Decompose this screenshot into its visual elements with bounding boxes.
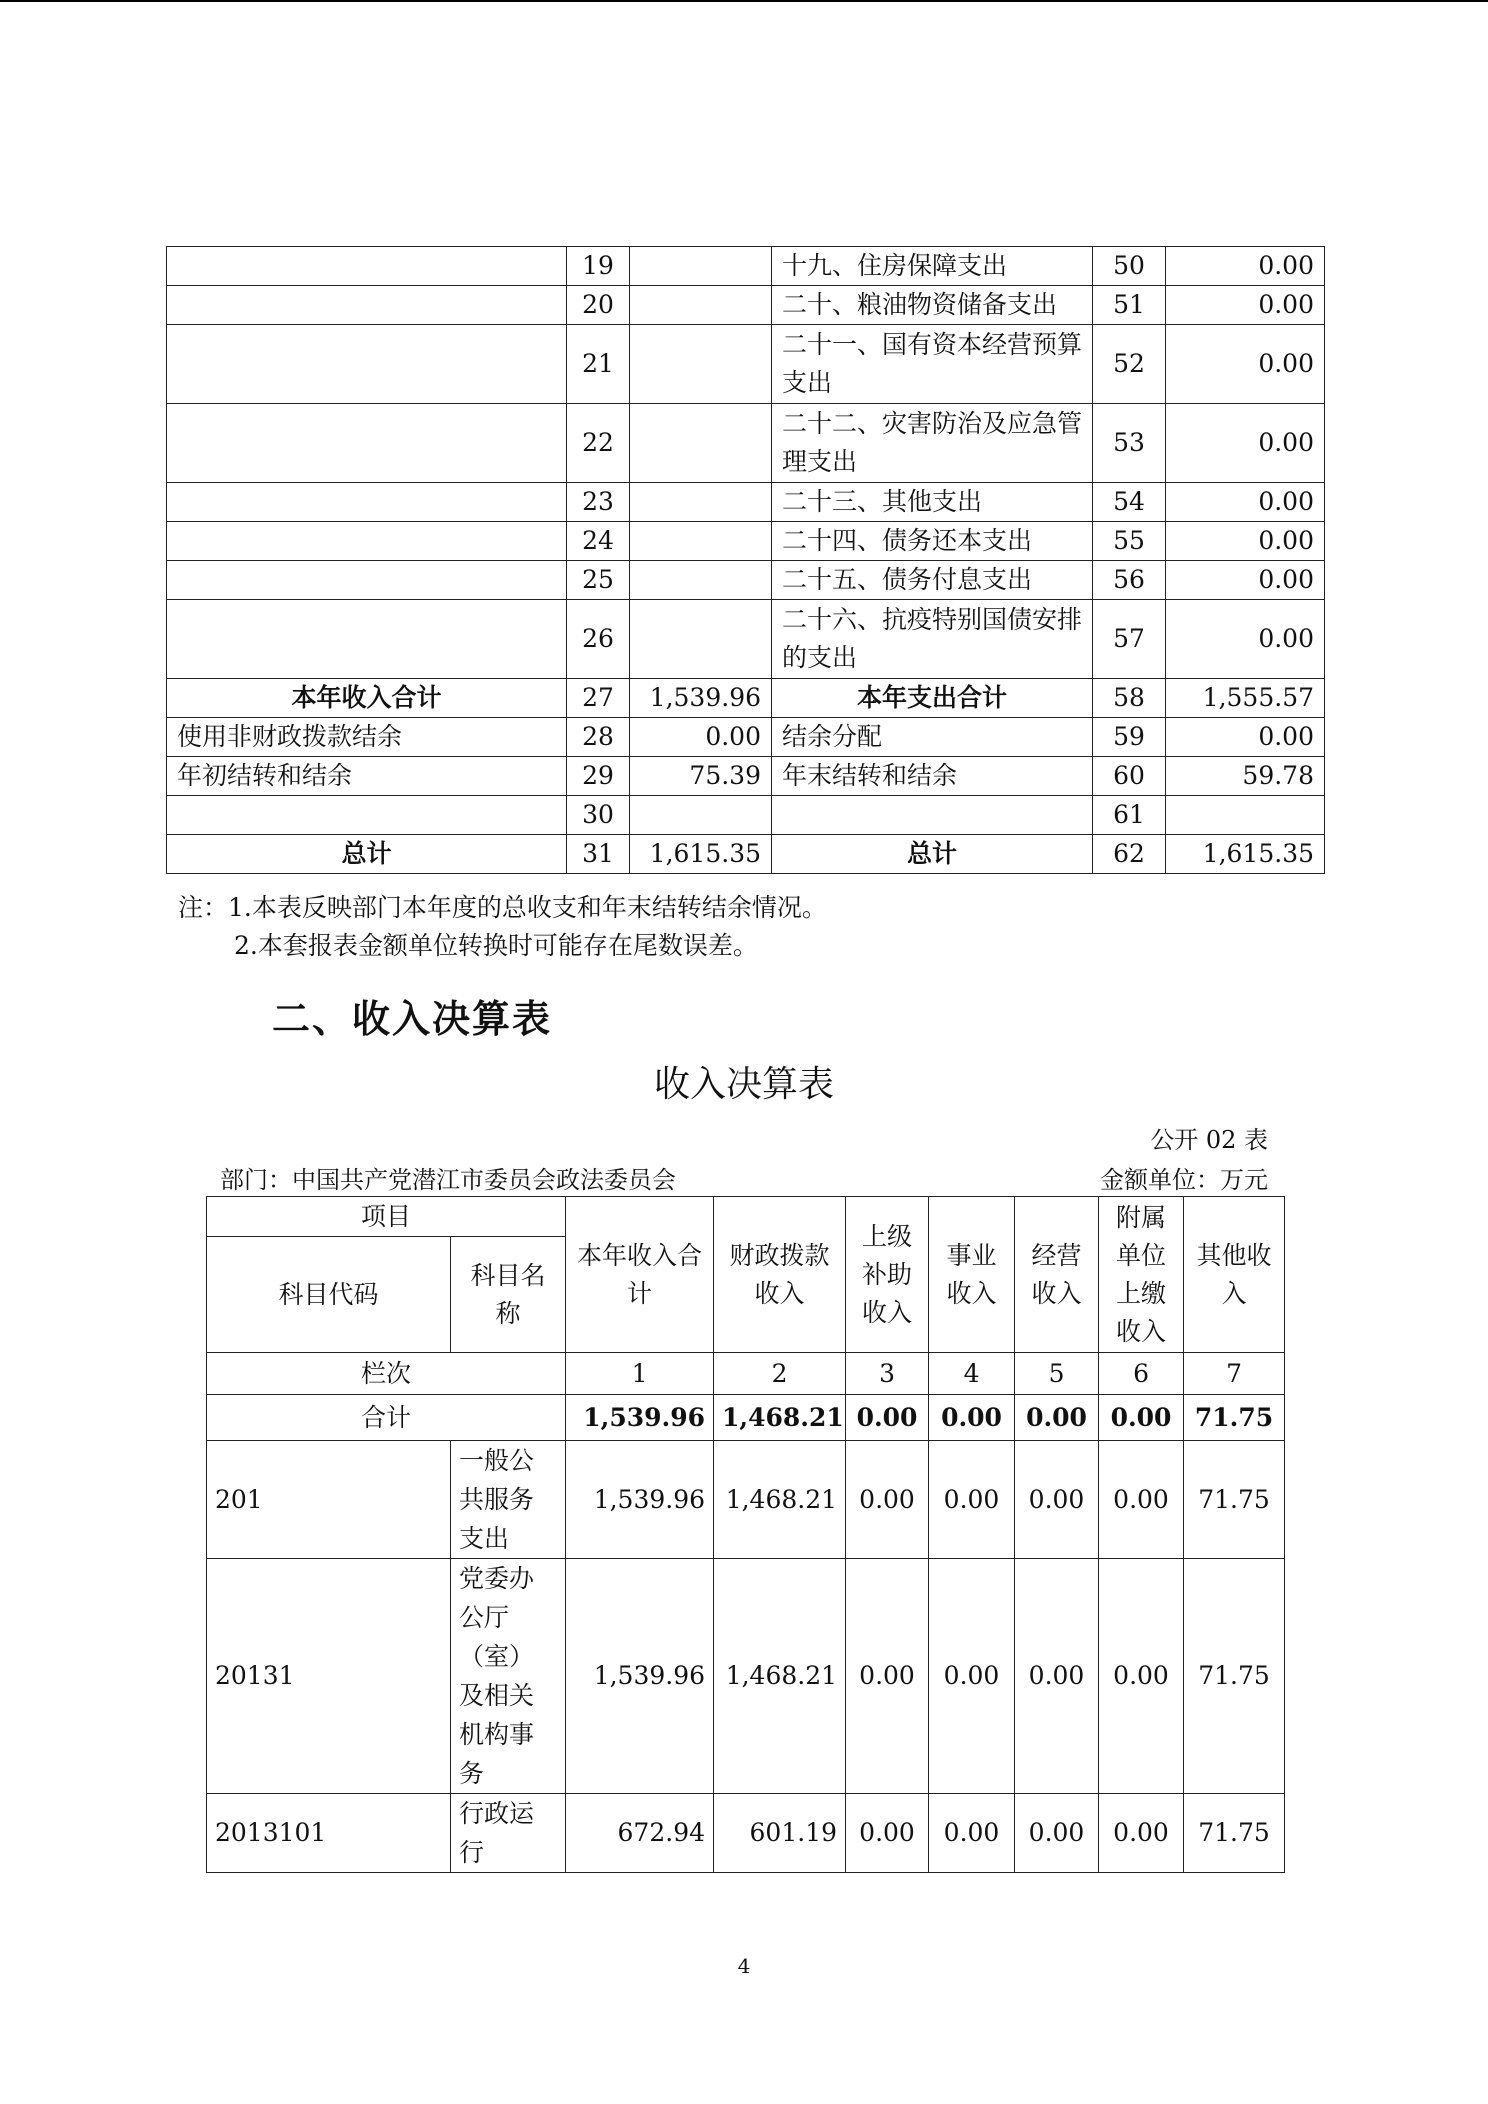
top-border-line [0, 0, 1488, 2]
expenditure-item-label: 二十、粮油物资储备支出 [772, 286, 1093, 325]
income-item-label: 使用非财政拨款结余 [167, 718, 567, 757]
amount-unit-label: 金额单位：万元 [1100, 1166, 1268, 1194]
income-line-number: 21 [567, 325, 630, 404]
header-operating: 经营收入 [1015, 1197, 1099, 1353]
header-row-1 [207, 1197, 1285, 1237]
income-item-label [167, 796, 567, 835]
subject-code: 201 [207, 1441, 451, 1559]
expenditure-line-number: 54 [1093, 483, 1166, 522]
income-amount: 75.39 [630, 757, 772, 796]
note-line-1: 注：1.本表反映部门本年度的总收支和年末结转结余情况。 [178, 893, 827, 922]
expenditure-line-number: 58 [1093, 679, 1166, 718]
page-number: 4 [737, 1954, 751, 1978]
expenditure-amount: 1,615.35 [1166, 835, 1325, 874]
income-line-number: 27 [567, 679, 630, 718]
income-amount: 1,539.96 [630, 679, 772, 718]
income-line-number: 22 [567, 404, 630, 483]
income-amount [630, 522, 772, 561]
income-amount: 1,468.21 [714, 1441, 846, 1559]
column-number: 7 [1184, 1353, 1285, 1395]
income-line-number: 28 [567, 718, 630, 757]
header-total: 本年收入合计 [566, 1197, 714, 1353]
form-number: 公开 02 表 [1150, 1126, 1268, 1154]
expenditure-amount: 0.00 [1166, 561, 1325, 600]
income-amount [630, 483, 772, 522]
income-amount: 1,468.21 [714, 1559, 846, 1794]
table-row [167, 796, 1325, 835]
income-amount [630, 404, 772, 483]
income-item-label [167, 404, 567, 483]
total-amount: 1,539.96 [566, 1395, 714, 1441]
expenditure-item-label: 二十三、其他支出 [772, 483, 1093, 522]
expenditure-amount: 0.00 [1166, 522, 1325, 561]
income-amount: 0.00 [929, 1794, 1015, 1873]
income-expenditure-summary-table [166, 246, 1325, 874]
income-amount: 0.00 [1015, 1559, 1099, 1794]
income-amount [630, 561, 772, 600]
income-line-number: 31 [567, 835, 630, 874]
column-number: 5 [1015, 1353, 1099, 1395]
expenditure-item-label: 本年支出合计 [772, 679, 1093, 718]
income-item-label [167, 247, 567, 286]
subject-name: 党委办公厅（室）及相关机构事务 [451, 1559, 566, 1794]
income-item-label [167, 561, 567, 600]
column-number-row [207, 1353, 1285, 1395]
column-number-label: 栏次 [207, 1353, 566, 1395]
header-code: 科目代码 [207, 1237, 451, 1353]
income-amount: 1,539.96 [566, 1441, 714, 1559]
income-item-label [167, 286, 567, 325]
income-amount: 71.75 [1184, 1441, 1285, 1559]
table-row [167, 679, 1325, 718]
income-amount: 601.19 [714, 1794, 846, 1873]
header-other: 其他收入 [1184, 1197, 1285, 1353]
expenditure-item-label: 结余分配 [772, 718, 1093, 757]
income-item-label: 本年收入合计 [167, 679, 567, 718]
table-row [167, 483, 1325, 522]
department-label: 部门：中国共产党潜江市委员会政法委员会 [220, 1166, 676, 1194]
expenditure-line-number: 61 [1093, 796, 1166, 835]
total-amount: 71.75 [1184, 1395, 1285, 1441]
total-amount: 1,468.21 [714, 1395, 846, 1441]
total-amount: 0.00 [1099, 1395, 1184, 1441]
income-amount: 1,539.96 [566, 1559, 714, 1794]
expenditure-amount: 1,555.57 [1166, 679, 1325, 718]
table-row [167, 561, 1325, 600]
expenditure-item-label: 年末结转和结余 [772, 757, 1093, 796]
income-line-number: 26 [567, 600, 630, 679]
income-amount [630, 796, 772, 835]
expenditure-line-number: 51 [1093, 286, 1166, 325]
note-line-2: 2.本套报表金额单位转换时可能存在尾数误差。 [234, 931, 758, 960]
income-amount [630, 247, 772, 286]
expenditure-item-label: 二十五、债务付息支出 [772, 561, 1093, 600]
income-amount: 1,615.35 [630, 835, 772, 874]
table-row [207, 1559, 1285, 1794]
column-number: 6 [1099, 1353, 1184, 1395]
subject-code: 20131 [207, 1559, 451, 1794]
table-row [167, 835, 1325, 874]
expenditure-item-label: 二十六、抗疫特别国债安排的支出 [772, 600, 1093, 679]
income-item-label [167, 600, 567, 679]
header-superior: 上级补助收入 [846, 1197, 929, 1353]
income-line-number: 24 [567, 522, 630, 561]
total-amount: 0.00 [1015, 1395, 1099, 1441]
income-item-label: 年初结转和结余 [167, 757, 567, 796]
income-amount: 71.75 [1184, 1794, 1285, 1873]
expenditure-line-number: 62 [1093, 835, 1166, 874]
income-item-label [167, 483, 567, 522]
subject-code: 2013101 [207, 1794, 451, 1873]
income-line-number: 30 [567, 796, 630, 835]
income-amount: 0.00 [1099, 1441, 1184, 1559]
expenditure-item-label: 二十一、国有资本经营预算支出 [772, 325, 1093, 404]
table-row [167, 522, 1325, 561]
expenditure-line-number: 53 [1093, 404, 1166, 483]
expenditure-item-label: 二十四、债务还本支出 [772, 522, 1093, 561]
table-row [167, 325, 1325, 404]
expenditure-amount [1166, 796, 1325, 835]
total-amount: 0.00 [929, 1395, 1015, 1441]
income-amount [630, 325, 772, 404]
table-row [207, 1794, 1285, 1873]
header-item: 项目 [207, 1197, 566, 1237]
header-name: 科目名称 [451, 1237, 566, 1353]
expenditure-amount: 0.00 [1166, 325, 1325, 404]
table-row [167, 718, 1325, 757]
subject-name: 行政运行 [451, 1794, 566, 1873]
income-amount: 0.00 [846, 1794, 929, 1873]
column-number: 4 [929, 1353, 1015, 1395]
income-amount: 0.00 [630, 718, 772, 757]
expenditure-item-label: 二十二、灾害防治及应急管理支出 [772, 404, 1093, 483]
income-line-number: 20 [567, 286, 630, 325]
income-amount: 0.00 [929, 1559, 1015, 1794]
section-heading: 二、收入决算表 [272, 997, 553, 1041]
table-row [207, 1441, 1285, 1559]
income-amount [630, 600, 772, 679]
expenditure-amount: 0.00 [1166, 600, 1325, 679]
expenditure-item-label: 总计 [772, 835, 1093, 874]
table-row [167, 286, 1325, 325]
expenditure-amount: 0.00 [1166, 718, 1325, 757]
table-row [167, 600, 1325, 679]
income-item-label: 总计 [167, 835, 567, 874]
income-amount [630, 286, 772, 325]
income-amount: 0.00 [1099, 1794, 1184, 1873]
expenditure-line-number: 55 [1093, 522, 1166, 561]
income-amount: 0.00 [1099, 1559, 1184, 1794]
table-title: 收入决算表 [653, 1064, 834, 1105]
header-business: 事业收入 [929, 1197, 1015, 1353]
income-item-label [167, 325, 567, 404]
income-line-number: 19 [567, 247, 630, 286]
income-amount: 0.00 [1015, 1441, 1099, 1559]
income-amount: 0.00 [846, 1441, 929, 1559]
income-amount: 672.94 [566, 1794, 714, 1873]
expenditure-amount: 0.00 [1166, 247, 1325, 286]
header-affiliated: 附属单位上缴收入 [1099, 1197, 1184, 1353]
total-label: 合计 [207, 1395, 566, 1441]
income-amount: 0.00 [929, 1441, 1015, 1559]
table-row [167, 757, 1325, 796]
expenditure-line-number: 52 [1093, 325, 1166, 404]
income-amount: 71.75 [1184, 1559, 1285, 1794]
table-row [167, 404, 1325, 483]
expenditure-amount: 59.78 [1166, 757, 1325, 796]
expenditure-line-number: 57 [1093, 600, 1166, 679]
total-row [207, 1395, 1285, 1441]
income-amount: 0.00 [846, 1559, 929, 1794]
expenditure-amount: 0.00 [1166, 286, 1325, 325]
income-line-number: 29 [567, 757, 630, 796]
income-final-accounts-table [206, 1196, 1285, 1873]
subject-name: 一般公共服务支出 [451, 1441, 566, 1559]
expenditure-line-number: 60 [1093, 757, 1166, 796]
expenditure-item-label: 十九、住房保障支出 [772, 247, 1093, 286]
column-number: 1 [566, 1353, 714, 1395]
expenditure-item-label [772, 796, 1093, 835]
income-amount: 0.00 [1015, 1794, 1099, 1873]
table-row [167, 247, 1325, 286]
header-fiscal: 财政拨款收入 [714, 1197, 846, 1353]
expenditure-line-number: 50 [1093, 247, 1166, 286]
expenditure-line-number: 56 [1093, 561, 1166, 600]
expenditure-line-number: 59 [1093, 718, 1166, 757]
expenditure-amount: 0.00 [1166, 483, 1325, 522]
income-item-label [167, 522, 567, 561]
column-number: 3 [846, 1353, 929, 1395]
income-line-number: 23 [567, 483, 630, 522]
income-line-number: 25 [567, 561, 630, 600]
expenditure-amount: 0.00 [1166, 404, 1325, 483]
column-number: 2 [714, 1353, 846, 1395]
total-amount: 0.00 [846, 1395, 929, 1441]
